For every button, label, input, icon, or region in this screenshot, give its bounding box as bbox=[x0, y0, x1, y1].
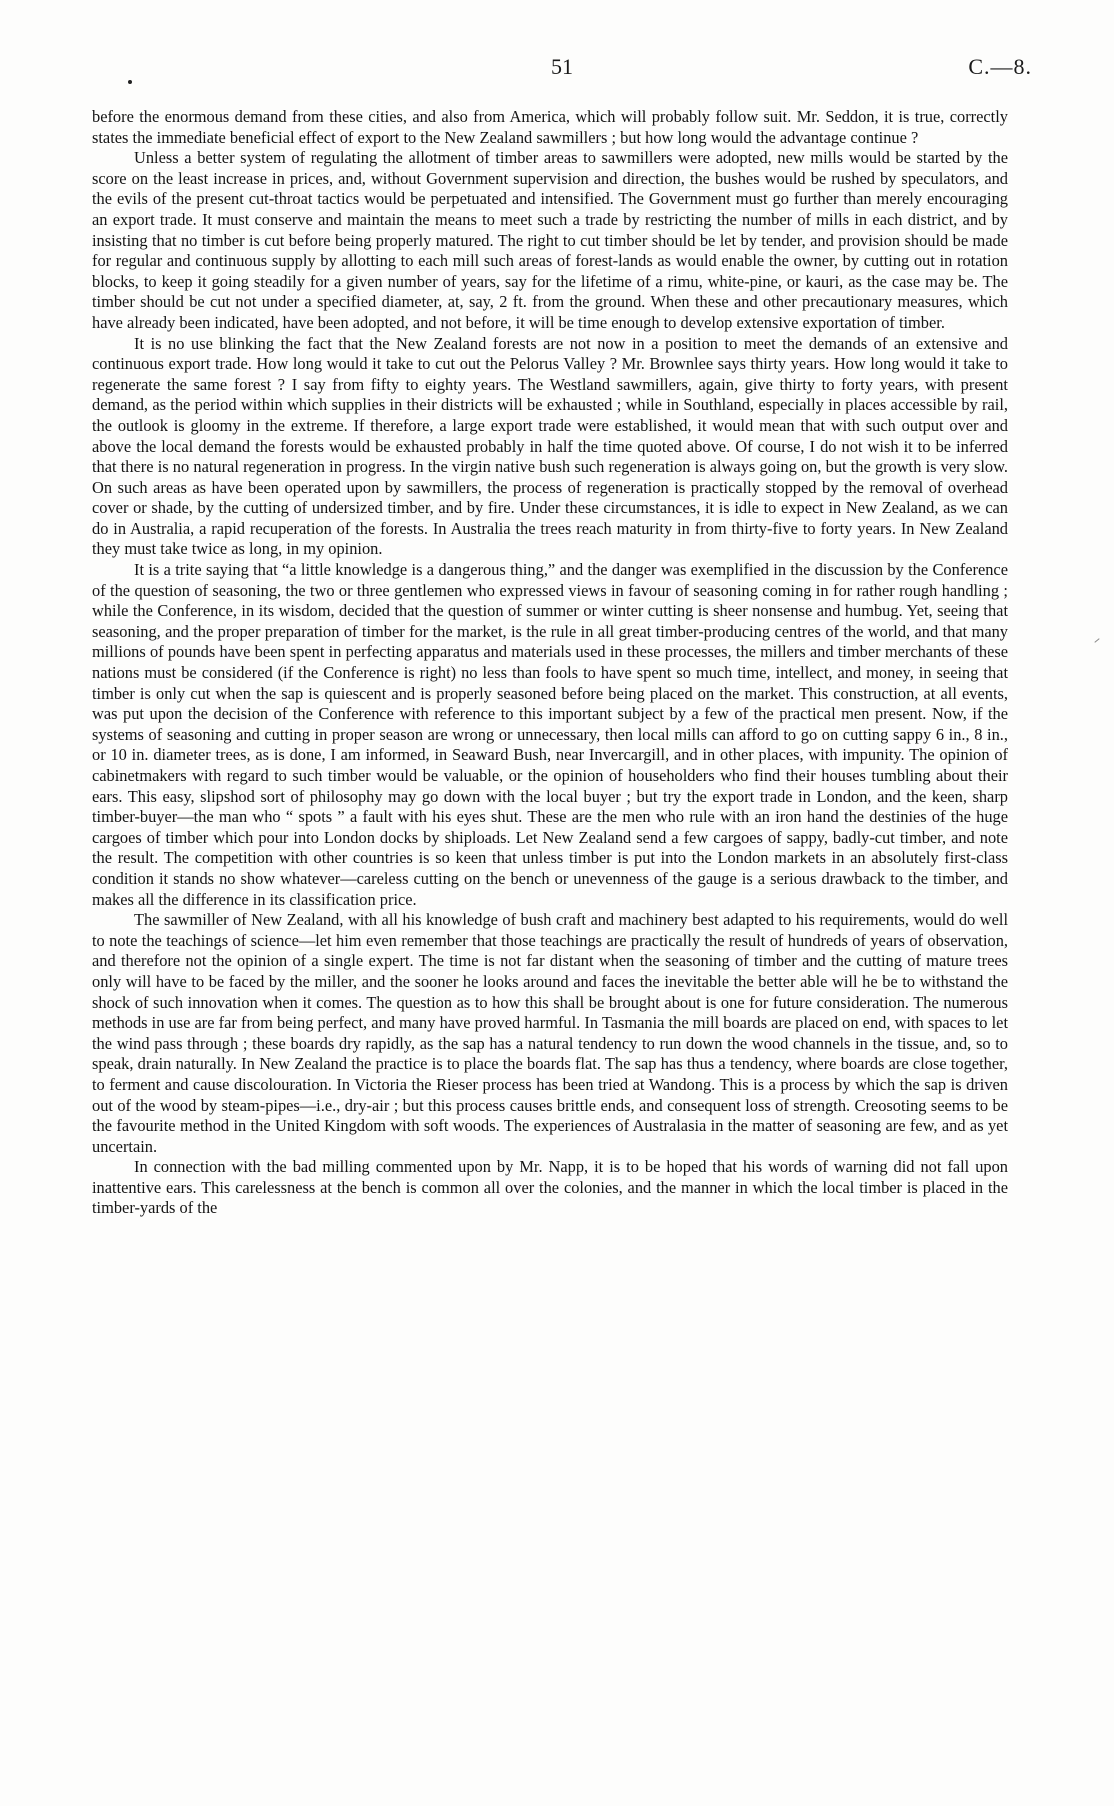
paragraph-seasoning-debate: It is a trite saying that “a little knowledge is a dangerous thing,” and the danger was exemplified in the discussion by the Conference of the question of seasoning, the two or three gentlemen who expressed views in favour of seasoning coming in for rather rough handling ; while the Conference, in its wisdom, decided that the question of summer or winter cutting is sheer nonsense and humbug. Yet, seeing that seasoning, and the proper preparation of timber for the market, is the rule in all great timber-producing centres of the world, and that many millions of pounds have been spent in perfecting apparatus and materials used in these processes, the millers and timber merchants of these nations must be considered (if the Conference is right) no less than fools to have spent so much time, intellect, and money, in seeing that timber is only cut when the sap is quiescent and is properly seasoned before being placed on the market. This construction, at all events, was put upon the decision of the Conference with reference to this important subject by a few of the practical men present. Now, if the systems of seasoning and cutting in proper season are wrong or unnecessary, then local mills can afford to go on cutting sappy 6 in., 8 in., or 10 in. diameter trees, as is done, I am informed, in Seaward Bush, near Invercargill, and in other places, with impunity. The opinion of cabinetmakers with regard to such timber would be valuable, or the opinion of householders who find their houses tumbling about their ears. This easy, slipshod sort of philosophy may go down with the local buyer ; but try the export trade in London, and the keen, sharp timber-buyer—the man who “ spots ” a fault with his eyes shut. These are the men who rule with an iron hand the destinies of the huge cargoes of timber which pour into London docks by shiploads. Let New Zealand send a few cargoes of sappy, badly-cut timber, and note the result. The competition with other countries is so keen that unless timber is put into the London markets in an absolutely first-class condition it stands no show whatever—careless cutting on the bench or unevenness of the gauge is a serious drawback to the timber, and makes all the difference in its classification price. bbox=[92, 560, 1008, 909]
paragraph-bad-milling: In connection with the bad milling commented upon by Mr. Napp, it is to be hoped that his words of warning did not fall upon inattentive ears. This carelessness at the bench is common all over the colonies, and the manner in which the local timber is placed in the timber-yards of the bbox=[92, 1157, 1008, 1218]
paragraph-seasoning-methods: The sawmiller of New Zealand, with all his knowledge of bush craft and machinery best adapted to his requirements, would do well to note the teachings of science—let him even remember that those teachings are practically the result of hundreds of years of observation, and therefore not the opinion of a single expert. The time is not far distant when the seasoning of timber and the cutting of mature trees only will have to be faced by the miller, and the sooner he looks around and faces the inevitable the better able will he be to withstand the shock of such innovation when it comes. The question as to how this shall be brought about is one for future consideration. The numerous methods in use are far from being perfect, and many have proved harmful. In Tasmania the mill boards are placed on end, with spaces to let the wind pass through ; these boards dry rapidly, as the sap has a natural tendency to run down the wood channels in the tissue, and, so to speak, drain naturally. In New Zealand the practice is to place the boards flat. The sap has thus a tendency, where boards are close together, to ferment and cause discolouration. In Victoria the Rieser process has been tried at Wandong. This is a process by which the sap is driven out of the wood by steam-pipes—i.e., dry-air ; but this process causes brittle ends, and consequent loss of strength. Creosoting seems to be the favourite method in the United Kingdom with soft woods. The experiences of Australasia in the matter of seasoning are few, and as yet uncertain. bbox=[92, 910, 1008, 1156]
margin-mark bbox=[1094, 638, 1099, 643]
paragraph-timber-allotment: Unless a better system of regulating the allotment of timber areas to sawmillers were adopted, new mills would be started by the score on the least increase in prices, and, without Government supervision and direction, the bushes would be rushed by speculators, and the evils of the present cut-throat tactics would be perpetuated and intensified. The Government must go further than merely encouraging an export trade. It must conserve and maintain the means to meet such a trade by restricting the number of mills in each district, and by insisting that no timber is cut before being properly matured. The right to cut timber should be let by tender, and provision should be made for regular and continuous supply by allotting to each mill such areas of forest-lands as would enable the owner, by cutting out in rotation blocks, to keep it going steadily for a given number of years, say for the lifetime of a rimu, white-pine, or kauri, as the case may be. The timber should be cut not under a specified diameter, at, say, 2 ft. from the ground. When these and other precautionary measures, which have already been indicated, have been adopted, and not before, it will be time enough to develop extensive exportation of timber. bbox=[92, 148, 1008, 332]
paragraph-continued: before the enormous demand from these cities, and also from America, which will probably follow suit. Mr. Seddon, it is true, correctly states the immediate beneficial effect of export to the New Zealand sawmillers ; but how long would the advantage continue ? bbox=[92, 107, 1008, 147]
page-number: 51 bbox=[551, 54, 573, 79]
body-text bbox=[92, 107, 1008, 1219]
paragraph-forest-exhaustion: It is no use blinking the fact that the New Zealand forests are not now in a position to meet the demands of an extensive and continuous export trade. How long would it take to cut out the Pelorus Valley ? Mr. Brownlee says thirty years. How long would it take to regenerate the same forest ? I say from fifty to eighty years. The Westland sawmillers, again, give thirty to forty years, with present demand, as the period within which supplies in their districts will be exhausted ; while in Southland, especially in places accessible by rail, the outlook is gloomy in the extreme. If therefore, a large export trade were established, it would mean that with such output over and above the local demand the forests would be exhausted probably in half the time quoted above. Of course, I do not wish it to be inferred that there is no natural regeneration in progress. In the virgin native bush such regeneration is always going on, but the growth is very slow. On such areas as have been operated upon by sawmillers, the process of regeneration is practically stopped by the removal of overhead cover or shade, by the cutting of undersized timber, and by fire. Under these circumstances, it is idle to expect in New Zealand, as we can do in Australia, a rapid recuperation of the forests. In Australia the trees reach maturity in from thirty-five to forty years. In New Zealand they must take twice as long, in my opinion. bbox=[92, 333, 1008, 559]
document-reference: C.—8. bbox=[968, 54, 1032, 79]
print-dot-mark bbox=[128, 80, 132, 84]
page-header bbox=[92, 54, 1032, 84]
